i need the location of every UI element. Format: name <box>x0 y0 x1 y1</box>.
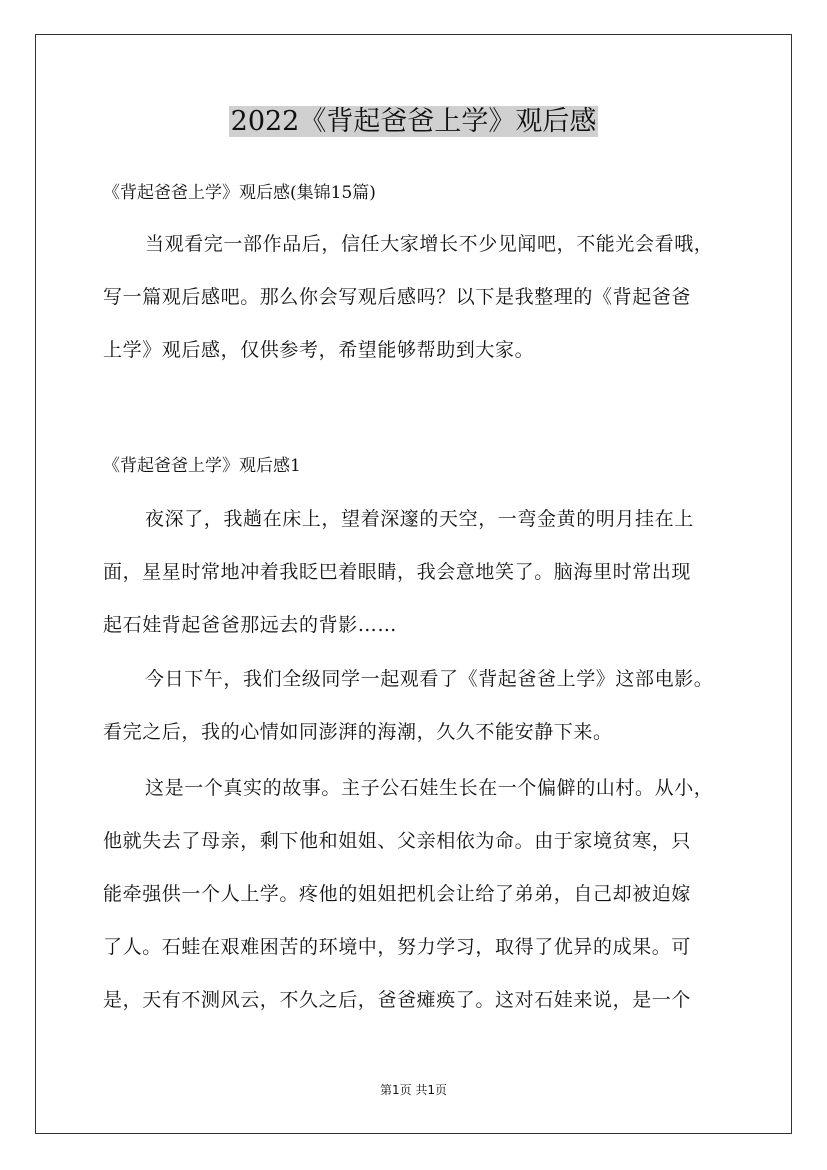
paragraph-line: 他就失去了母亲，剩下他和姐姐、父亲相依为命。由于家境贫寒，只 <box>103 830 692 852</box>
paragraph-line: 夜深了，我趟在床上，望着深邃的天空，一弯金黄的明月挂在上 <box>145 508 694 530</box>
paragraph-line: 能牵强供一个人上学。疼他的姐姐把机会让给了弟弟，自己却被迫嫁 <box>103 883 692 905</box>
page-footer: 第1页 共1页 <box>379 1083 448 1097</box>
intro-line: 上学》观后感，仅供参考，希望能够帮助到大家。 <box>103 339 535 361</box>
paragraph-line: 今日下午，我们全级同学一起观看了《背起爸爸上学》这部电影。 <box>145 668 714 690</box>
paragraph-line: 了人。石蛙在艰难困苦的环境中，努力学习，取得了优异的成果。可 <box>103 936 692 958</box>
document-title-text: 2022《背起爸爸上学》观后感 <box>230 106 597 137</box>
document-subtitle: 《背起爸爸上学》观后感(集锦15篇) <box>103 183 376 203</box>
intro-line: 当观看完一部作品后，信任大家增长不少见闻吧，不能光会看哦， <box>145 233 714 255</box>
paragraph-line: 是，天有不测风云，不久之后，爸爸瘫痪了。这对石娃来说，是一个 <box>103 989 692 1011</box>
body-paragraph-3 <box>103 762 743 1027</box>
intro-paragraph <box>103 218 743 377</box>
paragraph-line: 面，星星时常地冲着我眨巴着眼睛，我会意地笑了。脑海里时常出现 <box>103 561 692 583</box>
paragraph-line: 起石娃背起爸爸那远去的背影…… <box>103 614 398 636</box>
intro-line: 写一篇观后感吧。那么你会写观后感吗？以下是我整理的《背起爸爸 <box>103 286 692 308</box>
paragraph-line: 这是一个真实的故事。主子公石娃生长在一个偏僻的山村。从小， <box>145 777 714 799</box>
section-heading: 《背起爸爸上学》观后感1 <box>103 456 301 476</box>
document-title <box>0 100 827 144</box>
body-paragraph-2 <box>103 653 743 759</box>
paragraph-line: 看完之后，我的心情如同澎湃的海潮，久久不能安静下来。 <box>103 721 613 743</box>
body-paragraph-1 <box>103 493 743 652</box>
